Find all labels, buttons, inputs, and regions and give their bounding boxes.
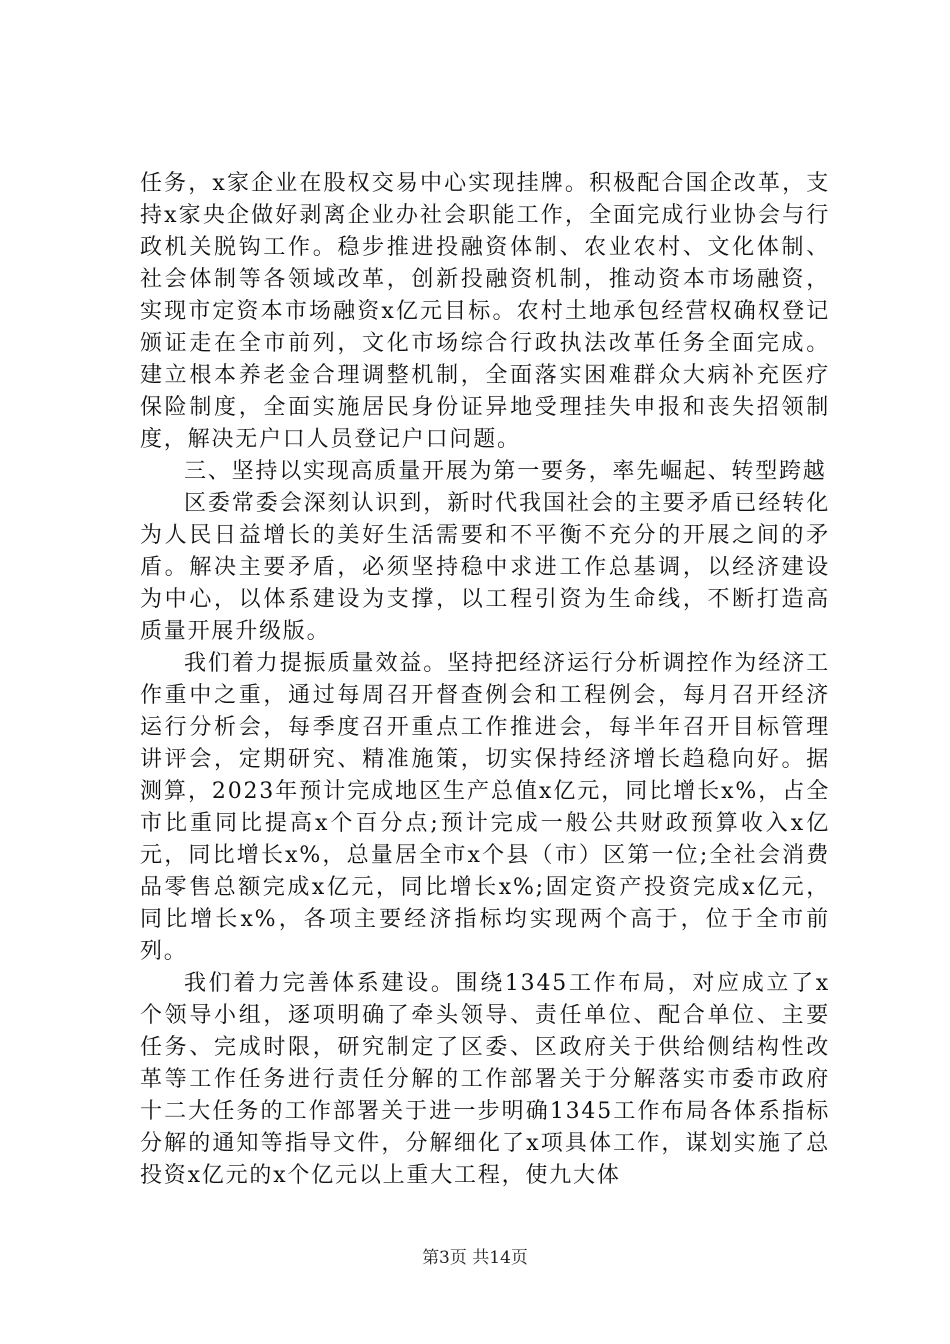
paragraph-system-building: 我们着力完善体系建设。围绕1345工作布局，对应成立了x个领导小组，逐项明确了牵头领导、责任单位、配合单位、主要任务、完成时限，研究制定了区委、区政府关于供给侧结构性改革等工作任务进行责任分解的工作部署关于分解落实市委市政府十二大任务的工作部署关于进一步明确1345工作布局各体系指标分解的通知等指导文件，分解细化了x项具体工作，谋划实施了总投资x亿元的x个亿元以上重大工程，使九大体 — [140, 971, 830, 1188]
section-heading: 三、坚持以实现高质量开展为第一要务，率先崛起、转型跨越 — [184, 459, 827, 484]
paragraph-quality-efficiency: 我们着力提振质量效益。坚持把经济运行分析调控作为经济工作重中之重，通过每周召开督查例会和工程例会，每月召开经济运行分析会，每季度召开重点工作推进会，每半年召开目标管理讲评会，定期研究、精准施策，切实保持经济增长趋稳向好。据测算，2023年预计完成地区生产总值x亿元，同比增长x%，占全市比重同比提高x个百分点;预计完成一般公共财政预算收入x亿元，同比增长x%，总量居全市x个县（市）区第一位;全社会消费品零售总额完成x亿元，同比增长x%;固定资产投资完成x亿元，同比增长x%，各项主要经济指标均实现两个高于，位于全市前列。 — [140, 651, 830, 964]
page-number-footer: 第3页 共14页 — [422, 1248, 528, 1268]
paragraph-main-contradiction: 区委常委会深刻认识到，新时代我国社会的主要矛盾已经转化为人民日益增长的美好生活需要和不平衡不充分的开展之间的矛盾。解决主要矛盾，必须坚持稳中求进工作总基调，以经济建设为中心，以体系建设为支撑，以工程引资为生命线，不断打造高质量开展升级版。 — [140, 491, 830, 644]
document-body — [140, 168, 830, 1192]
paragraph-continuation: 任务，x家企业在股权交易中心实现挂牌。积极配合国企改革，支持x家央企做好剥离企业办社会职能工作，全面完成行业协会与行政机关脱钩工作。稳步推进投融资体制、农业农村、文化体制、社会体制等各领域改革，创新投融资机制，推动资本市场融资，实现市定资本市场融资x亿元目标。农村土地承包经营权确权登记颁证走在全市前列，文化市场综合行政执法改革任务全面完成。建立根本养老金合理调整机制，全面落实困难群众大病补充医疗保险制度，全面实施居民身份证异地受理挂失申报和丧失招领制度，解决无户口人员登记户口问题。 — [140, 171, 830, 452]
